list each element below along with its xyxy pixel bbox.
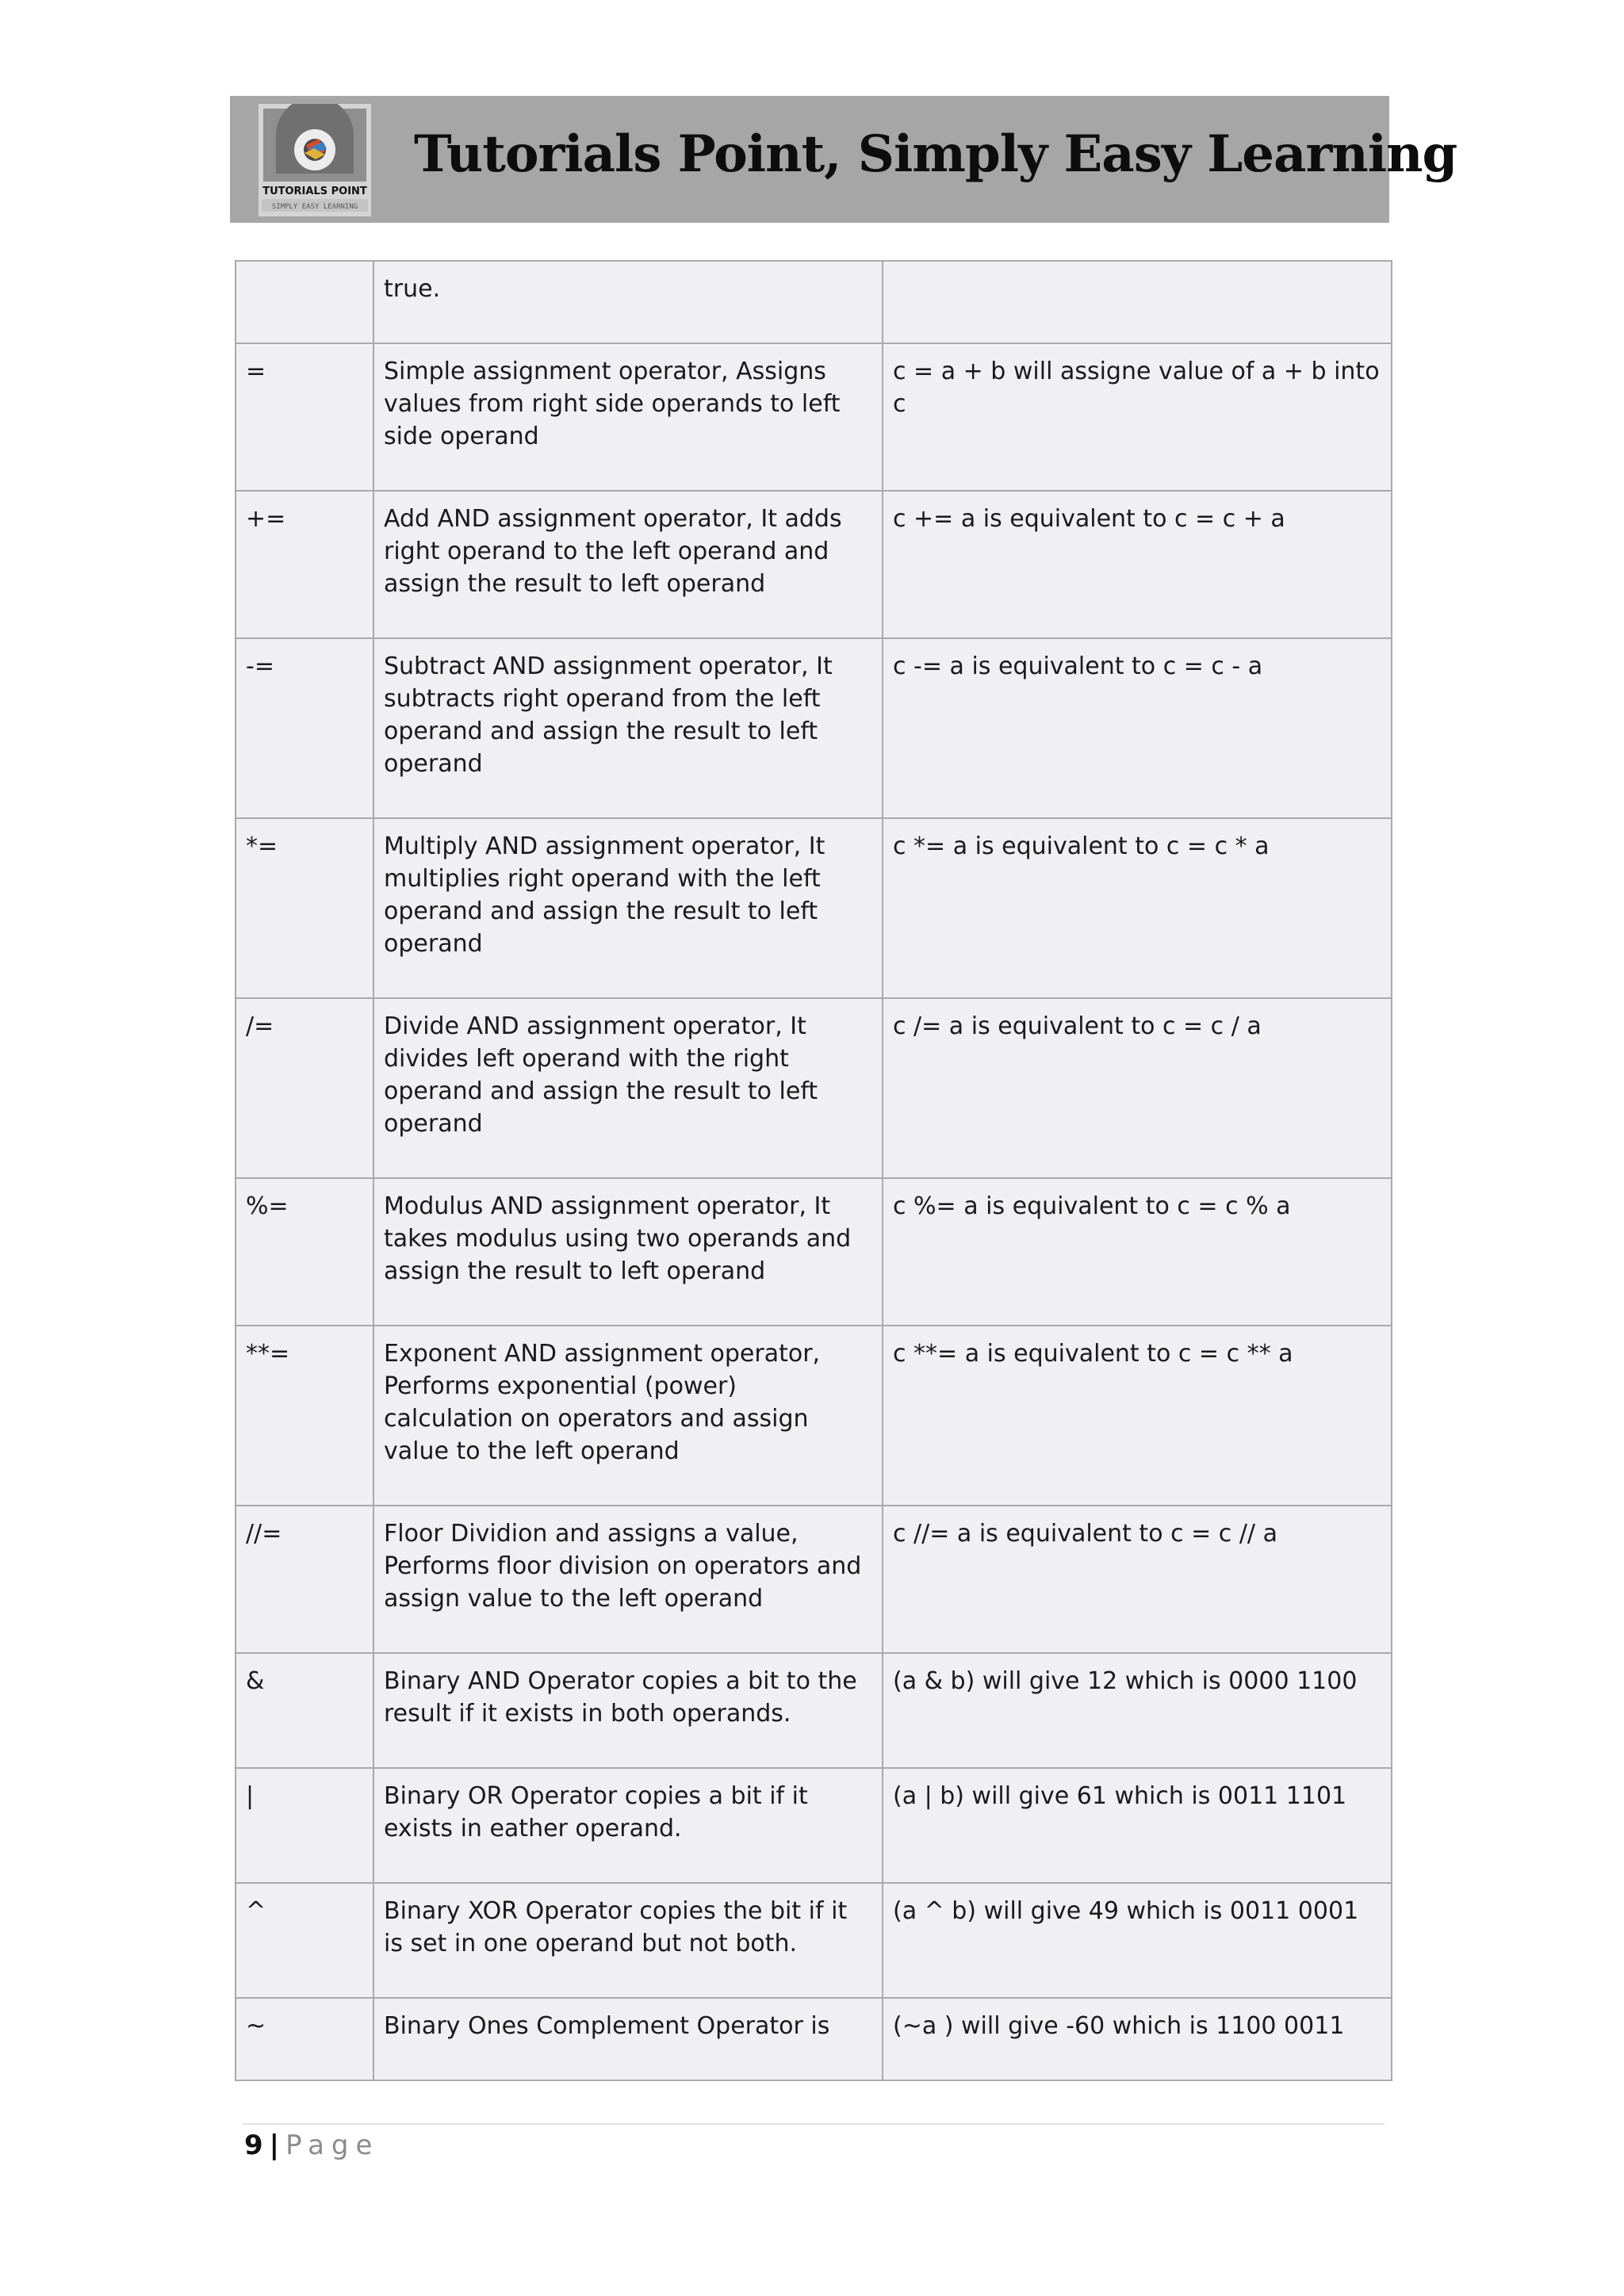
description-cell: Modulus AND assignment operator, It takes modulus using two operands and assign the result to left operand	[373, 1178, 883, 1326]
operator-cell: &	[236, 1653, 373, 1768]
description-cell: Simple assignment operator, Assigns values from right side operands to left side operand	[373, 343, 883, 491]
operator-cell: ^	[236, 1883, 373, 1998]
tutorialspoint-logo	[259, 104, 371, 216]
table-row	[236, 1653, 1392, 1768]
table-row	[236, 1883, 1392, 1998]
table-row	[236, 1178, 1392, 1326]
description-cell: Binary OR Operator copies a bit if it exists in eather operand.	[373, 1768, 883, 1883]
footer-divider	[243, 2123, 1385, 2125]
description-cell: true.	[373, 261, 883, 343]
operator-cell: +=	[236, 491, 373, 638]
operators-table	[235, 260, 1392, 2081]
example-cell: c -= a is equivalent to c = c - a	[883, 638, 1392, 818]
page-label: Page	[285, 2130, 380, 2161]
example-cell: c *= a is equivalent to c = c * a	[883, 818, 1392, 998]
example-cell: (a ^ b) will give 49 which is 0011 0001	[883, 1883, 1392, 1998]
example-cell: (a | b) will give 61 which is 0011 1101	[883, 1768, 1392, 1883]
description-cell: Subtract AND assignment operator, It subtracts right operand from the left operand and assign the result to left operand	[373, 638, 883, 818]
table-row	[236, 998, 1392, 1178]
table-row	[236, 261, 1392, 343]
table-row	[236, 491, 1392, 638]
operator-cell: //=	[236, 1506, 373, 1653]
description-cell: Binary Ones Complement Operator is	[373, 1998, 883, 2080]
page-number: 9	[244, 2130, 263, 2161]
table-row	[236, 343, 1392, 491]
description-cell: Exponent AND assignment operator, Performs exponential (power) calculation on operators and assign value to the left operand	[373, 1326, 883, 1506]
example-cell: c **= a is equivalent to c = c ** a	[883, 1326, 1392, 1506]
logo-graphic	[259, 104, 371, 216]
description-cell: Floor Dividion and assigns a value, Performs floor division on operators and assign value to the left operand	[373, 1506, 883, 1653]
example-cell: c //= a is equivalent to c = c // a	[883, 1506, 1392, 1653]
page-title: Tutorials Point, Simply Easy Learning	[414, 124, 1457, 184]
operator-cell: **=	[236, 1326, 373, 1506]
example-cell: c /= a is equivalent to c = c / a	[883, 998, 1392, 1178]
example-cell: (a & b) will give 12 which is 0000 1100	[883, 1653, 1392, 1768]
footer-separator: |	[269, 2130, 280, 2161]
table-row	[236, 638, 1392, 818]
operator-cell: /=	[236, 998, 373, 1178]
example-cell: c += a is equivalent to c = c + a	[883, 491, 1392, 638]
operator-cell: ~	[236, 1998, 373, 2080]
svg-text:SIMPLY EASY LEARNING: SIMPLY EASY LEARNING	[271, 203, 358, 211]
operator-cell	[236, 261, 373, 343]
operator-cell: -=	[236, 638, 373, 818]
example-cell	[883, 261, 1392, 343]
operator-cell: %=	[236, 1178, 373, 1326]
example-cell: c %= a is equivalent to c = c % a	[883, 1178, 1392, 1326]
description-cell: Multiply AND assignment operator, It multiplies right operand with the left operand and assign the result to left operand	[373, 818, 883, 998]
svg-text:TUTORIALS POINT: TUTORIALS POINT	[262, 186, 367, 197]
table-row	[236, 1326, 1392, 1506]
table-row	[236, 818, 1392, 998]
page-footer	[244, 2130, 379, 2161]
description-cell: Binary XOR Operator copies the bit if it is set in one operand but not both.	[373, 1883, 883, 1998]
description-cell: Binary AND Operator copies a bit to the result if it exists in both operands.	[373, 1653, 883, 1768]
header-banner	[230, 96, 1457, 223]
table-row	[236, 1506, 1392, 1653]
table-row	[236, 1768, 1392, 1883]
example-cell: (~a ) will give -60 which is 1100 0011	[883, 1998, 1392, 2080]
example-cell: c = a + b will assigne value of a + b into c	[883, 343, 1392, 491]
operator-cell: *=	[236, 818, 373, 998]
description-cell: Divide AND assignment operator, It divides left operand with the right operand and assign the result to left operand	[373, 998, 883, 1178]
operator-cell: |	[236, 1768, 373, 1883]
description-cell: Add AND assignment operator, It adds right operand to the left operand and assign the result to left operand	[373, 491, 883, 638]
table-row	[236, 1998, 1392, 2080]
operator-cell: =	[236, 343, 373, 491]
